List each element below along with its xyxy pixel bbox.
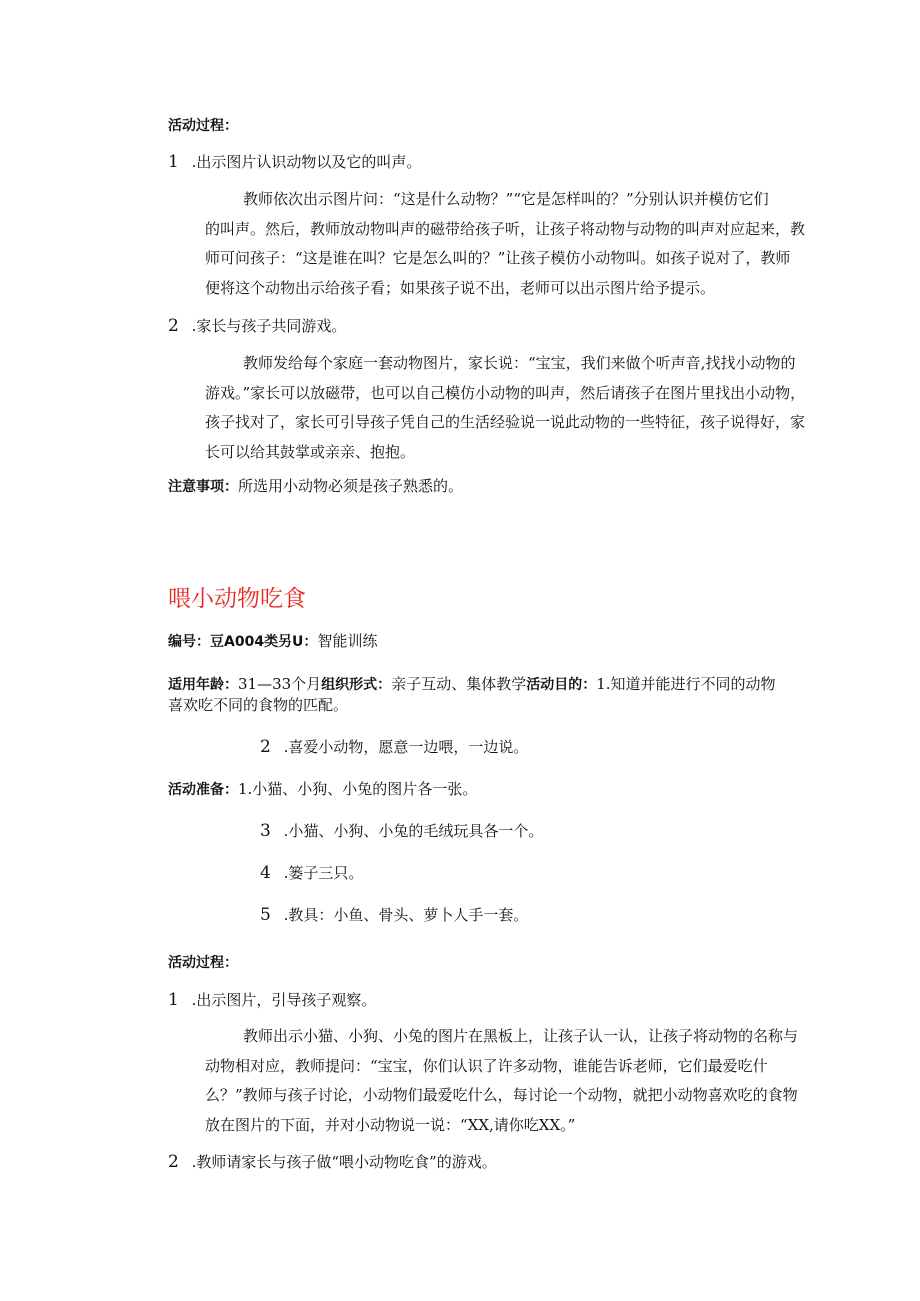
prep-item-3 bbox=[260, 821, 543, 841]
step-number: 1 bbox=[168, 990, 179, 1010]
process-heading-2: 活动过程： bbox=[168, 955, 238, 971]
goal-line-1: 1.知道并能进行不同的动物 bbox=[596, 675, 776, 693]
step-2-heading bbox=[168, 316, 346, 336]
item-text: .篓子三只。 bbox=[283, 864, 364, 882]
item-number: 5 bbox=[260, 905, 271, 925]
step-number: 1 bbox=[168, 152, 179, 172]
step-2-heading-2 bbox=[168, 1152, 497, 1172]
goal-line-2: 喜欢吃不同的食物的匹配。 bbox=[168, 696, 349, 714]
form-label: 组织形式： bbox=[321, 677, 392, 693]
paragraph-line: 孩子找对了，家长可引导孩子凭自己的生活经验说一说此动物的一些特征，孩子说得好，家 bbox=[205, 413, 806, 431]
step-title: .出示图片认识动物以及它的叫声。 bbox=[191, 153, 422, 171]
process-heading-1: 活动过程： bbox=[168, 118, 238, 134]
notes-line bbox=[168, 476, 463, 497]
activity-title: 喂小动物吃食 bbox=[168, 586, 306, 612]
paragraph-line: 教师出示小猫、小狗、小兔的图片在黑板上，让孩子认一认，让孩子将动物的名称与 bbox=[243, 1027, 799, 1045]
item-number: 4 bbox=[260, 863, 271, 883]
item-text: .喜爱小动物，愿意一边喂，一边说。 bbox=[283, 738, 529, 756]
prep-item-1: 1.小猫、小狗、小兔的图片各一张。 bbox=[238, 780, 478, 798]
paragraph-line: 师可问孩子：“这是谁在叫？它是怎么叫的？”让孩子模仿小动物叫。如孩子说对了，教师 bbox=[205, 249, 791, 267]
paragraph-line: 游戏。”家长可以放磁带，也可以自己模仿小动物的叫声，然后请孩子在图片里找出小动物， bbox=[205, 383, 806, 402]
step-number: 2 bbox=[168, 316, 179, 336]
paragraph-line: 长可以给其鼓掌或亲亲、抱抱。 bbox=[205, 442, 416, 461]
prep-item-5 bbox=[260, 905, 528, 925]
item-number: 3 bbox=[260, 821, 271, 841]
step-1-heading-2 bbox=[168, 990, 376, 1010]
category-label: 类另U： bbox=[264, 634, 318, 650]
step-1-paragraph-2 bbox=[205, 1022, 820, 1140]
code-value: 豆A004 bbox=[210, 634, 265, 650]
step-1-heading bbox=[168, 152, 421, 172]
step-title: .出示图片，引导孩子观察。 bbox=[191, 991, 377, 1009]
step-2-paragraph bbox=[205, 349, 820, 467]
paragraph-line: 动物相对应，教师提问：“宝宝，你们认识了许多动物，谁能告诉老师，它们最爱吃什 bbox=[205, 1056, 768, 1075]
paragraph-line: 便将这个动物出示给孩子看；如果孩子说不出，老师可以出示图片给予提示。 bbox=[205, 278, 716, 297]
age-label: 适用年龄： bbox=[168, 677, 238, 693]
notes-text: 所选用小动物必须是孩子熟悉的。 bbox=[238, 477, 464, 495]
age-value: 31—33个月 bbox=[238, 675, 322, 693]
code-category-line bbox=[168, 631, 377, 652]
prep-label: 活动准备： bbox=[168, 782, 238, 798]
paragraph-line: 教师发给每个家庭一套动物图片，家长说：“宝宝，我们来做个听声音,找找小动物的 bbox=[243, 354, 796, 372]
prep-item-4 bbox=[260, 863, 363, 883]
step-number: 2 bbox=[168, 1152, 179, 1172]
item-text: .教具：小鱼、骨头、萝卜人手一套。 bbox=[283, 906, 529, 924]
form-value: 亲子互动、集体教学 bbox=[391, 675, 527, 693]
notes-label: 注意事项： bbox=[168, 479, 238, 495]
prep-line bbox=[168, 779, 477, 800]
paragraph-line: 的叫声。然后，教师放动物叫声的磁带给孩子听，让孩子将动物与动物的叫声对应起来，教 bbox=[205, 219, 806, 238]
step-title: .教师请家长与孩子做“喂小动物吃食”的游戏。 bbox=[191, 1153, 497, 1171]
item-number: 2 bbox=[260, 737, 271, 757]
paragraph-line: 放在图片的下面，并对小动物说一说：“XX,请你吃XX。” bbox=[205, 1115, 576, 1134]
paragraph-line: 教师依次出示图片问：“这是什么动物？”“它是怎样叫的？”分别认识并模仿它们 bbox=[243, 190, 769, 208]
goal-item-2 bbox=[260, 737, 528, 757]
paragraph-line: 么？”教师与孩子讨论，小动物们最爱吃什么，每讨论一个动物，就把小动物喜欢吃的食物 bbox=[205, 1086, 798, 1104]
item-text: .小猫、小狗、小兔的毛绒玩具各一个。 bbox=[283, 822, 544, 840]
goal-label: 活动目的： bbox=[526, 677, 597, 693]
step-title: .家长与孩子共同游戏。 bbox=[191, 317, 347, 335]
category-value: 智能训练 bbox=[317, 632, 378, 650]
code-label: 编号： bbox=[168, 634, 210, 650]
step-1-paragraph bbox=[205, 185, 820, 303]
age-form-goal-line bbox=[168, 674, 776, 695]
